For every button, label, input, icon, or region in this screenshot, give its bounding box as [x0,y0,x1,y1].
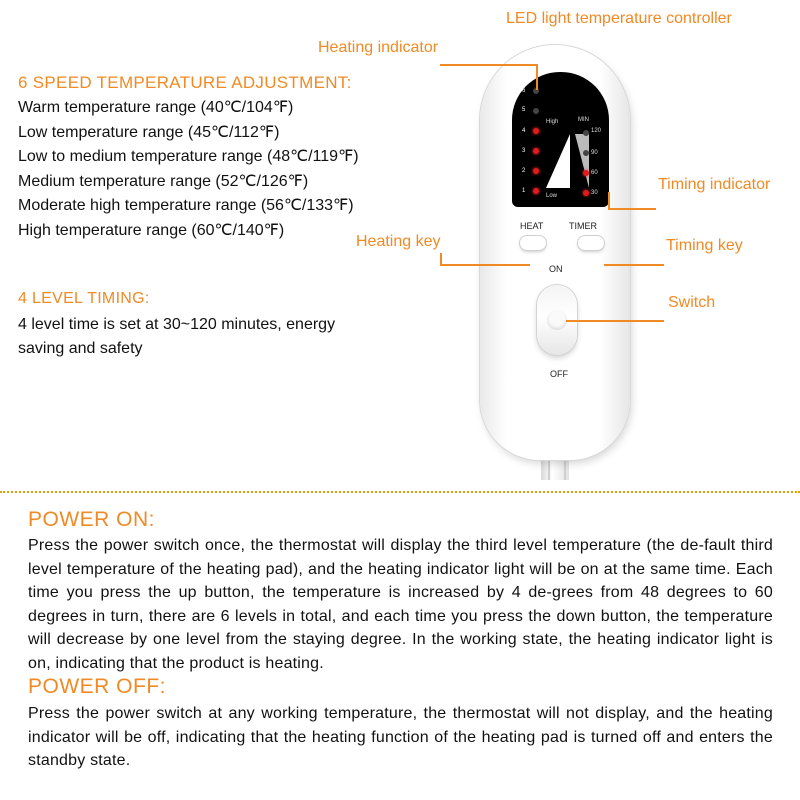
speed-line: Low to medium temperature range (48℃/119℉) [18,148,359,166]
on-label: ON [549,264,563,274]
level-indicator-light [533,128,539,134]
level-number: 4 [522,128,526,134]
timing-line-1: 4 level time is set at 30~120 minutes, energy [18,316,336,333]
level-number: 3 [522,148,526,154]
level-indicator-light [533,108,539,114]
timer-indicator-light [583,170,589,176]
level-number: 2 [522,168,526,174]
power-off-text: Press the power switch at any working temperature, the thermostat will not display, and the heating indicator will be off, indicating that the heating function of the heating pad is turned off and enters the standby state. [28,705,773,769]
led-controller-label: LED light temperature controller [506,10,732,27]
timing-key-label: Timing key [666,237,743,254]
off-label: OFF [550,369,568,379]
level-indicator-light [533,188,539,194]
temperature-ramp-icon [546,134,570,188]
timer-value: 60 [591,170,598,176]
heating-key-label: Heating key [356,233,441,250]
speed-line: Low temperature range (45℃/112℉) [18,123,280,141]
switch-knob[interactable] [547,310,567,330]
heating-key-line [440,264,530,266]
speed-line: Moderate high temperature range (56℃/133℉) [18,197,354,215]
low-label: Low [546,193,558,199]
speed-list [18,96,359,244]
timing-indicator-line [610,208,656,210]
switch-line [566,320,664,322]
speed-line: High temperature range (60℃/140℉) [18,221,285,239]
speed-line: Medium temperature range (52℃/126℉) [18,172,309,190]
heat-button[interactable] [520,236,546,250]
section-divider [0,491,800,493]
timer-value: 30 [591,190,598,196]
level-number: 5 [522,107,526,113]
timing-indicator-label: Timing indicator [658,176,771,193]
timer-ramp-icon [575,134,589,188]
switch-label: Switch [668,294,716,311]
timer-button[interactable] [578,236,604,250]
level-number: 6 [522,88,526,94]
timer-value: 120 [591,128,602,134]
heating-indicator-line [440,64,536,66]
heat-key-label: HEAT [520,221,544,231]
speed-heading: 6 SPEED TEMPERATURE ADJUSTMENT: [18,73,352,92]
level-indicator-light [533,168,539,174]
min-label: MIN [578,117,589,123]
timer-indicator-light [583,150,589,156]
heating-indicator-line [536,64,538,90]
heating-indicator-label: Heating indicator [318,39,439,56]
timer-key-label: TIMER [569,221,597,231]
timing-line-2: saving and safety [18,340,143,357]
timer-indicator-light [583,190,589,196]
power-on-heading: POWER ON: [28,508,156,531]
power-off-heading: POWER OFF: [28,675,166,698]
high-label: High [546,119,559,125]
heating-key-line [440,253,442,265]
speed-line: Warm temperature range (40℃/104℉) [18,99,294,116]
power-on-text: Press the power switch once, the thermostat will display the third level temperature (the de-fault third level temperature of the heating pad), and the heating indicator light will be on at the same time. Each time you press the up button, the temperature is increased by 4 de-grees from 48 degrees to 60 degrees in turn, there are 6 levels in total, and each time you press the down button, the temperature will decrease by one level from the staying degree. In the working state, the heating indicator light is on, indicating that the product is heating. [28,537,773,672]
timing-indicator-line [608,192,610,210]
timing-heading: 4 LEVEL TIMING: [18,290,150,307]
level-indicator-light [533,148,539,154]
timer-indicator-light [583,130,589,136]
level-number: 1 [522,188,526,194]
timer-value: 90 [591,150,598,156]
timing-key-line [604,264,664,266]
